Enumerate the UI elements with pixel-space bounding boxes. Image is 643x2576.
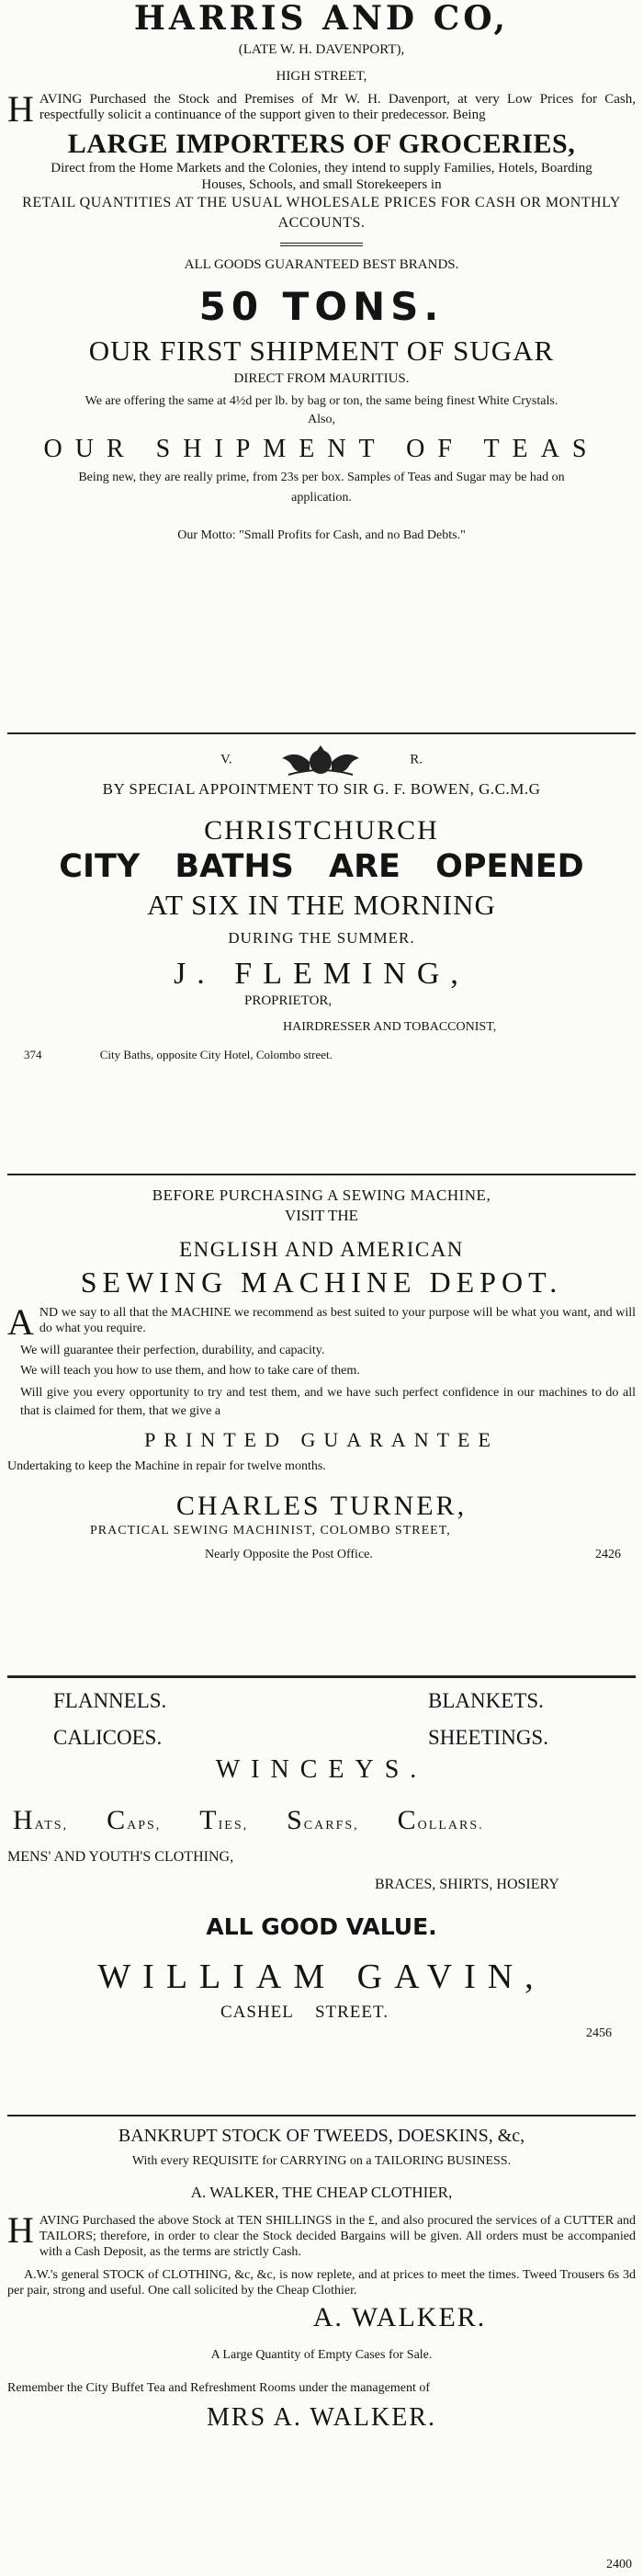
gavin-flannels: FLANNELS. (53, 1689, 167, 1712)
gavin-number-row (7, 2026, 636, 2045)
section-rule (7, 1174, 636, 1175)
section-rule (7, 2115, 636, 2116)
harris-late: (LATE W. H. DAVENPORT), (238, 42, 405, 57)
royal-crest-icon (270, 743, 371, 777)
sewing-intro-cap: A (7, 1301, 34, 1343)
harris-tons: 50 TONS. (198, 284, 445, 329)
baths-name: J. FLEMING, (174, 957, 469, 991)
baths-ad (7, 743, 636, 1174)
harris-retail: RETAIL QUANTITIES AT THE USUAL WHOLESALE PRICES FOR CASH OR MONTHLY ACCOUNTS. (22, 195, 621, 231)
sewing-name: CHARLES TURNER, (175, 1491, 468, 1521)
harris-direct: Direct from the Home Markets and the Colonies, they intend to supply Families, Hotels, Boarding Houses, Schools, and small Storekeepers in (51, 161, 592, 192)
walker-intro (7, 2209, 636, 2260)
gavin-street: CASHEL STREET. (220, 2003, 389, 2022)
baths-number: 374 (24, 1048, 42, 1061)
gavin-row-1 (7, 1689, 636, 1717)
walker-signature: A. WALKER. (312, 2302, 487, 2332)
harris-offering: We are offering the same at 4½d per lb. by bag or ton, the same being finest White Crystals. Also, (85, 394, 558, 426)
crest-r: R. (410, 752, 423, 767)
walker-remember: Remember the City Buffet Tea and Refreshment Rooms under the management of (7, 2381, 430, 2395)
walker-requisite: With every REQUISITE for CARRYING on a TAILORING BUSINESS. (131, 2154, 512, 2168)
walker-intro-text: AVING Purchased the above Stock at TEN SHILLINGS in the £, and also procured the services of a CUTTER and TAILORS; therefore, in order to clear the Stock decided Bargains will be given. All orders must be accompanied with a Cash Deposit, as the terms are strictly Cash. (39, 2214, 636, 2259)
sewing-depot: SEWING MACHINE DEPOT. (80, 1265, 563, 1299)
harris-title: HARRIS AND CO, (133, 0, 510, 38)
sewing-ad (7, 1186, 636, 1675)
gavin-name: WILLIAM GAVIN, (97, 1958, 546, 1996)
gavin-row-2 (7, 1726, 636, 1753)
royal-crest-row (7, 743, 636, 777)
section-rule (7, 1675, 636, 1678)
baths-address: City Baths, opposite City Hotel, Colombo street. (99, 1048, 333, 1061)
sewing-number: 2426 (595, 1548, 621, 1561)
harris-divider (280, 243, 363, 246)
walker-ad (7, 2126, 636, 2576)
harris-ad (7, 0, 636, 732)
sewing-intro-text: ND we say to all that the MACHINE we recommend as best suited to your purpose will be what you want, and will do what you require. (39, 1306, 636, 1335)
gavin-sheetings: SHEETINGS. (428, 1726, 548, 1749)
gavin-braces: BRACES, SHIRTS, HOSIERY (375, 1877, 559, 1892)
gavin-winceys: WINCEYS. (215, 1755, 428, 1784)
sewing-l2: We will teach you how to use them, and how to take care of them. (20, 1364, 360, 1378)
walker-general: A.W.'s general STOCK of CLOTHING, &c, &c, is now replete, and at prices to meet the times. Tweed Trousers 6s 3d per pair, strong and useful. One call solicited by the Cheap Clothier. (7, 2268, 636, 2298)
gavin-blankets: BLANKETS. (428, 1689, 544, 1712)
harris-headline: LARGE IMPORTERS OF GROCERIES, (67, 129, 576, 159)
gavin-number: 2456 (586, 2026, 612, 2040)
sewing-printed: PRINTED GUARANTEE (144, 1428, 499, 1451)
gavin-value: ALL GOOD VALUE. (206, 1913, 437, 1940)
gavin-hats-row (13, 1805, 636, 1836)
baths-proprietor: PROPRIETOR, (244, 993, 333, 1008)
baths-opened: CITY BATHS ARE OPENED (59, 848, 584, 885)
gavin-calicoes: CALICOES. (53, 1726, 163, 1749)
harris-sugar: OUR FIRST SHIPMENT OF SUGAR (88, 335, 555, 367)
sewing-footer (7, 1548, 636, 1562)
sewing-undertaking: Undertaking to keep the Machine in repair for twelve months. (7, 1459, 326, 1473)
harris-motto: Our Motto: "Small Profits for Cash, and no Bad Debts." (177, 528, 466, 542)
baths-summer: DURING THE SUMMER. (228, 929, 415, 947)
scarfs-word: SCARFS, (287, 1805, 359, 1835)
section-rule (7, 732, 636, 734)
collars-word: COLLARS. (397, 1805, 484, 1835)
harris-mauritius: DIRECT FROM MAURITIUS. (233, 371, 410, 386)
harris-teas-note: Being new, they are really prime, from 23s per box. Samples of Teas and Sugar may be had on application. (78, 471, 565, 505)
gavin-mens: MENS' AND YOUTH'S CLOTHING, (7, 1849, 234, 1865)
walker-clothier: A. WALKER, THE CHEAP CLOTHIER, (190, 2184, 453, 2201)
sewing-l3: Will give you every opportunity to try and test them, and we have such perfect confidence in our machines to do all that is claimed for them, that we give a (20, 1386, 636, 1418)
sewing-before: BEFORE PURCHASING A SEWING MACHINE, (152, 1186, 491, 1204)
harris-street: HIGH STREET, (276, 69, 367, 84)
sewing-intro (7, 1301, 636, 1343)
crest-v: V. (220, 752, 232, 767)
baths-footer (7, 1048, 636, 1062)
harris-guaranteed: ALL GOODS GUARANTEED BEST BRANDS. (184, 257, 459, 272)
walker-mrs: MRS A. WALKER. (207, 2403, 436, 2432)
ties-word: TIES, (199, 1805, 249, 1835)
baths-trade: HAIRDRESSER AND TOBACCONIST, (283, 1020, 497, 1034)
sewing-visit: VISIT THE (284, 1207, 359, 1224)
baths-city: CHRISTCHURCH (204, 815, 439, 845)
baths-appointment: BY SPECIAL APPOINTMENT TO SIR G. F. BOWEN, G.C.M.G (102, 780, 541, 798)
sewing-practical: PRACTICAL SEWING MACHINIST, COLOMBO STREET, (90, 1524, 451, 1538)
harris-intro-text: AVING Purchased the Stock and Premises of Mr W. H. Davenport, at very Low Prices for Cash, respectfully solicit a continuance of the support given to their predecessor. Being (39, 92, 636, 122)
hats-word: HATS, (13, 1805, 69, 1835)
gavin-ad (7, 1689, 636, 2115)
walker-intro-cap: H (7, 2209, 34, 2251)
harris-intro (7, 88, 636, 130)
walker-bankrupt: BANKRUPT STOCK OF TWEEDS, DOESKINS, &c, (118, 2126, 525, 2146)
sewing-l1: We will guarantee their perfection, durability, and capacity. (20, 1344, 325, 1357)
sewing-english: ENGLISH AND AMERICAN (179, 1238, 464, 1261)
walker-number: 2400 (606, 2558, 632, 2571)
baths-six: AT SIX IN THE MORNING (147, 889, 496, 921)
harris-intro-cap: H (7, 88, 34, 130)
sewing-nearly: Nearly Opposite the Post Office. (205, 1548, 373, 1561)
caps-word: CAPS, (107, 1805, 162, 1835)
walker-cases: A Large Quantity of Empty Cases for Sale. (210, 2348, 433, 2362)
harris-teas: OUR SHIPMENT OF TEAS (43, 435, 600, 463)
